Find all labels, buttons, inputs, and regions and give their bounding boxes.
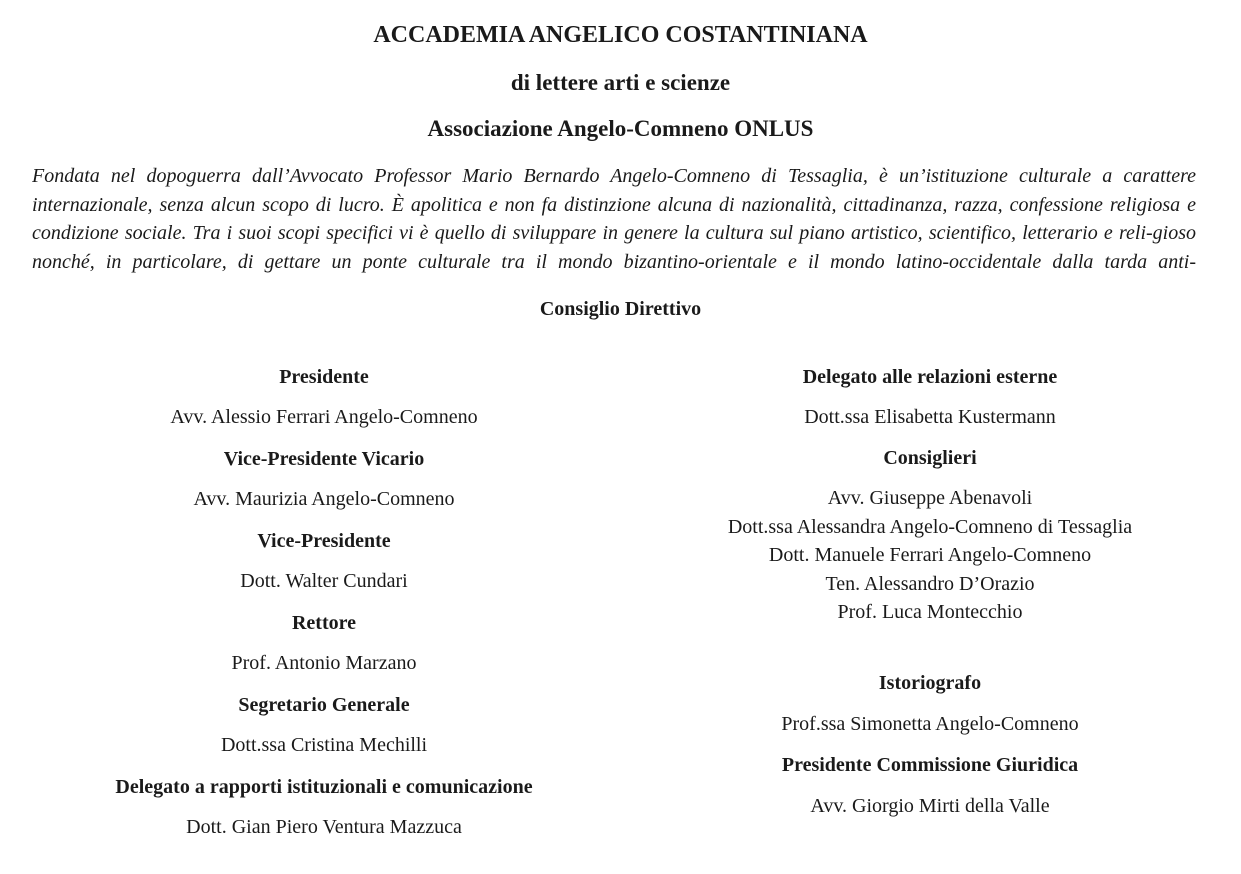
academy-subtitle: di lettere arti e scienze xyxy=(510,70,731,95)
councillor-name: Prof. Luca Montecchio xyxy=(837,601,1023,623)
intro-paragraph: Fondata nel dopoguerra dall’Avvocato Professor Mario Bernardo Angelo-Comneno di Tessaglia, è un’istituzione culturale a carattere internazionale, senza alcun scopo di lucro. È apolitica e non fa distinzione alcuna di nazionalità, cittadinanza, razza, confessione religiosa e condizione sociale. Tra i suoi scopi specifici vi è quello di sviluppare in genere la cultura sul piano artistico, scientifico, letterario e reli-gioso nonché, in particolare, di gettare un ponte culturale tra il mondo bizantino-orientale e il mondo latino-occidentale dalla tarda anti- xyxy=(32,165,1196,273)
councillor-name: Dott.ssa Alessandra Angelo-Comneno di Tessaglia xyxy=(727,515,1133,538)
councillor-name: Ten. Alessandro D’Orazio xyxy=(825,572,1035,595)
person-name: Dott.ssa Elisabetta Kustermann xyxy=(804,406,1056,428)
role-title: Segretario Generale xyxy=(238,694,410,716)
role-title: Delegato alle relazioni esterne xyxy=(802,366,1058,388)
person-name: Dott. Gian Piero Ventura Mazzuca xyxy=(186,816,462,838)
person-name: Prof. Antonio Marzano xyxy=(231,652,417,674)
person-name: Avv. Maurizia Angelo-Comneno xyxy=(193,488,455,510)
person-name: Dott. Walter Cundari xyxy=(240,570,408,592)
role-title: Vice-Presidente Vicario xyxy=(223,448,425,470)
role-title: Vice-Presidente xyxy=(257,530,391,552)
person-name: Dott.ssa Cristina Mechilli xyxy=(220,734,428,756)
role-title: Rettore xyxy=(291,612,357,634)
role-title: Presidente Commissione Giuridica xyxy=(781,754,1079,776)
councillors-list xyxy=(630,484,1230,627)
role-title: Istoriografo xyxy=(878,672,982,694)
role-title: Presidente xyxy=(279,366,369,388)
association-name: Associazione Angelo-Comneno ONLUS xyxy=(427,116,814,141)
person-name: Avv. Alessio Ferrari Angelo-Comneno xyxy=(170,406,478,428)
councillor-name: Dott. Manuele Ferrari Angelo-Comneno xyxy=(768,544,1092,566)
councillor-name: Avv. Giuseppe Abenavoli xyxy=(827,487,1033,509)
role-title: Delegato a rapporti istituzionali e comunicazione xyxy=(115,776,533,798)
council-heading: Consiglio Direttivo xyxy=(539,298,702,320)
role-title: Consiglieri xyxy=(883,447,977,469)
person-name: Prof.ssa Simonetta Angelo-Comneno xyxy=(781,713,1079,735)
person-name: Avv. Giorgio Mirti della Valle xyxy=(810,795,1050,817)
academy-title: ACCADEMIA ANGELICO COSTANTINIANA xyxy=(373,22,868,48)
